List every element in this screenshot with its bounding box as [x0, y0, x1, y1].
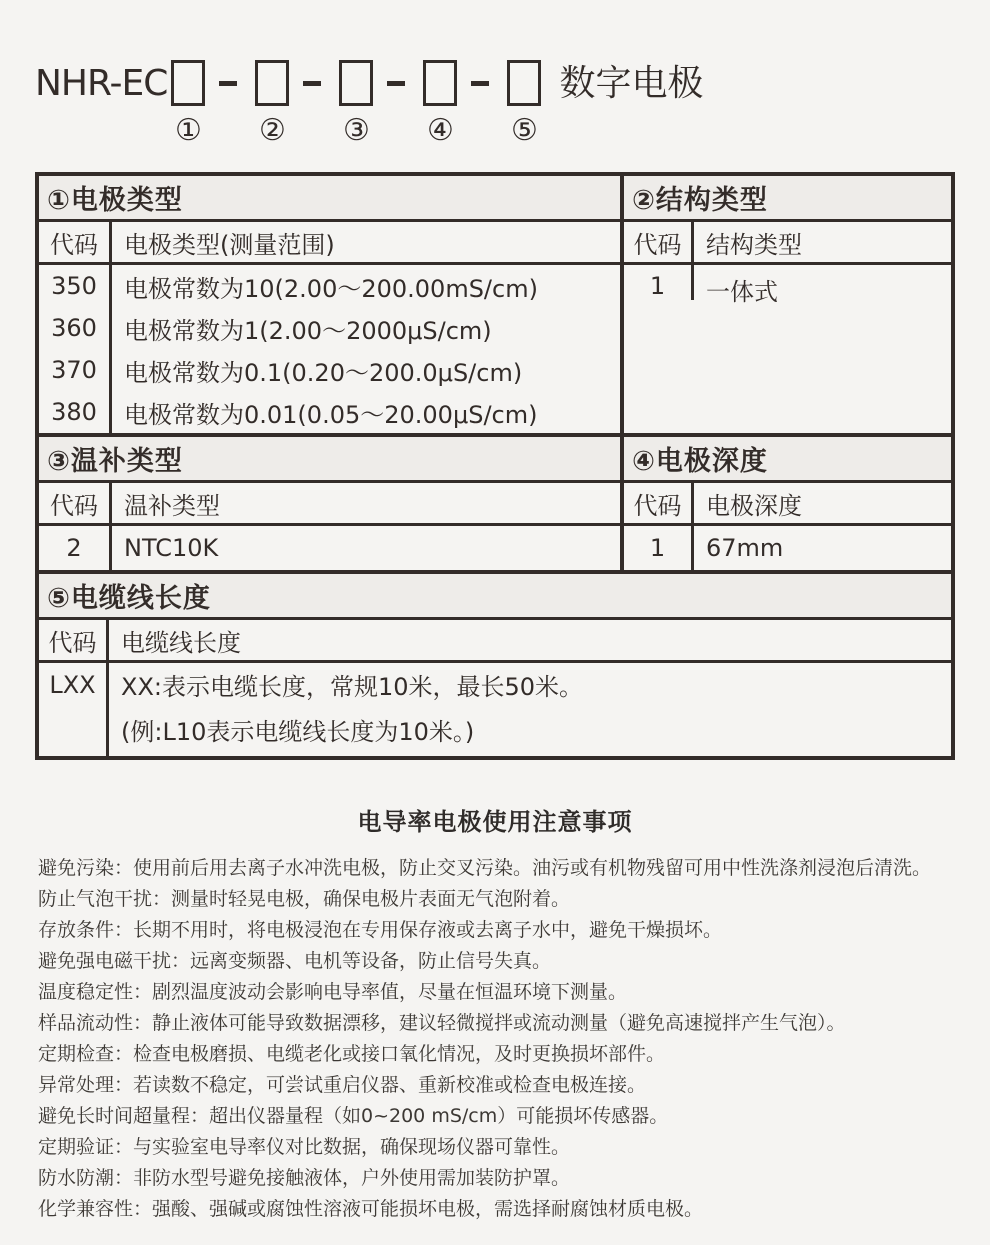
code-box-3	[339, 60, 373, 106]
desc-column	[112, 265, 620, 433]
code-column	[39, 265, 112, 433]
circled-number-4: ④	[426, 113, 454, 148]
table-cell-desc: 一体式	[706, 278, 778, 306]
col-header-code: 代码	[624, 222, 694, 262]
circled-number-5: ⑤	[510, 113, 538, 148]
table-cell-code: 1	[624, 526, 694, 570]
note-item: 定期验证：与实验室电导率仪对比数据，确保现场仪器可靠性。	[38, 1136, 571, 1158]
model-code-line	[0, 0, 990, 148]
code-box-2	[255, 60, 289, 106]
column-header-row	[624, 483, 951, 526]
table-cell-code: 380	[51, 398, 97, 426]
table-band-3	[39, 570, 951, 756]
table-cell-code: 370	[51, 356, 97, 384]
note-item: 避免长时间超量程：超出仪器量程（如0~200 mS/cm）可能损坏传感器。	[38, 1105, 669, 1127]
table-cell-desc: 电极常数为0.01(0.05～20.00μS/cm)	[124, 400, 538, 429]
model-suffix: 数字电极	[559, 63, 704, 104]
section-title-structure-type: ②结构类型	[624, 176, 951, 222]
table-cell-desc	[109, 663, 951, 756]
notes-title: 电导率电极使用注意事项	[357, 808, 633, 836]
note-item: 样品流动性：静止液体可能导致数据漂移，建议轻微搅拌或流动测量（避免高速搅拌产生气泡）。	[38, 1012, 846, 1034]
table-band-2	[39, 433, 951, 570]
table-row	[624, 526, 951, 570]
note-item: 防水防潮：非防水型号避免接触液体，户外使用需加装防护罩。	[38, 1167, 571, 1189]
section-electrode-type	[39, 176, 620, 433]
table-cell-desc: 电极常数为0.1(0.20～200.0μS/cm)	[124, 358, 523, 387]
section-title-electrode-type: ①电极类型	[39, 176, 620, 222]
note-item: 防止气泡干扰：测量时轻晃电极，确保电极片表面无气泡附着。	[38, 888, 571, 910]
cable-length-desc-line2: (例:L10表示电缆线长度为10米。)	[121, 718, 475, 746]
model-segment-2	[255, 60, 289, 148]
col-header-code: 代码	[39, 620, 109, 660]
table-row	[39, 526, 620, 570]
column-header-row	[624, 222, 951, 265]
col-header-desc: 电极类型(测量范围)	[124, 230, 335, 259]
dash-separator-4	[471, 81, 489, 86]
circled-number-1: ①	[174, 113, 202, 148]
col-header-code: 代码	[39, 222, 112, 262]
table-cell-code: 1	[624, 265, 694, 300]
note-item: 避免污染：使用前后用去离子水冲洗电极，防止交叉污染。油污或有机物残留可用中性洗涤剂浸泡后清洗。	[38, 857, 932, 879]
dash-separator-1	[219, 81, 237, 86]
dash-separator-2	[303, 81, 321, 86]
code-box-1	[171, 60, 205, 106]
circled-number-3: ③	[342, 113, 370, 148]
table-band-1	[39, 176, 951, 433]
table-row	[39, 663, 951, 756]
model-segment-4	[423, 60, 457, 148]
table-cell-code: 2	[39, 526, 112, 570]
note-item: 化学兼容性：强酸、强碱或腐蚀性溶液可能损坏电极，需选择耐腐蚀材质电极。	[38, 1198, 704, 1220]
note-item: 温度稳定性：剧烈温度波动会影响电导率值，尽量在恒温环境下测量。	[38, 981, 628, 1003]
section-title-cable-length: ⑤电缆线长度	[39, 574, 951, 620]
model-segment-5	[507, 60, 541, 148]
col-header-desc: 电缆线长度	[121, 628, 241, 657]
table-cell-desc: NTC10K	[124, 534, 219, 562]
code-box-5	[507, 60, 541, 106]
model-segment-1	[171, 60, 205, 148]
note-item: 异常处理：若读数不稳定，可尝试重启仪器、重新校准或检查电极连接。	[38, 1074, 647, 1096]
table-cell-code: 350	[51, 272, 97, 300]
note-item: 存放条件：长期不用时，将电极浸泡在专用保存液或去离子水中，避免干燥损坏。	[38, 919, 723, 941]
section-title-temp-compensation: ③温补类型	[39, 437, 620, 483]
column-header-row	[39, 620, 951, 663]
section-electrode-depth	[620, 437, 951, 570]
section-temp-compensation	[39, 437, 620, 570]
col-header-code: 代码	[624, 483, 694, 523]
column-header-row	[39, 222, 620, 265]
code-box-4	[423, 60, 457, 106]
table-cell-desc: 67mm	[706, 534, 784, 562]
note-item: 避免强电磁干扰：远离变频器、电机等设备，防止信号失真。	[38, 950, 552, 972]
electrode-type-rows	[39, 265, 620, 433]
table-cell-code: LXX	[39, 663, 109, 756]
note-item: 定期检查：检查电极磨损、电缆老化或接口氧化情况，及时更换损坏部件。	[38, 1043, 666, 1065]
table-cell-code: 360	[51, 314, 97, 342]
model-segment-3	[339, 60, 373, 148]
section-title-electrode-depth: ④电极深度	[624, 437, 951, 483]
model-prefix: NHR-EC	[35, 63, 168, 104]
col-header-desc: 结构类型	[706, 230, 802, 259]
col-header-desc: 温补类型	[124, 491, 220, 520]
notes-list	[38, 853, 962, 1224]
table-row	[624, 265, 951, 433]
section-structure-type	[620, 176, 951, 433]
cable-length-desc-line1: XX:表示电缆长度，常规10米，最长50米。	[121, 673, 584, 701]
table-cell-desc: 电极常数为1(2.00～2000μS/cm)	[124, 316, 492, 345]
section-cable-length	[39, 574, 951, 756]
circled-number-2: ②	[258, 113, 286, 148]
column-header-row	[39, 483, 620, 526]
col-header-desc: 电极深度	[706, 491, 802, 520]
spec-table	[35, 172, 955, 760]
col-header-code: 代码	[39, 483, 112, 523]
dash-separator-3	[387, 81, 405, 86]
table-cell-desc: 电极常数为10(2.00～200.00mS/cm)	[124, 274, 538, 303]
